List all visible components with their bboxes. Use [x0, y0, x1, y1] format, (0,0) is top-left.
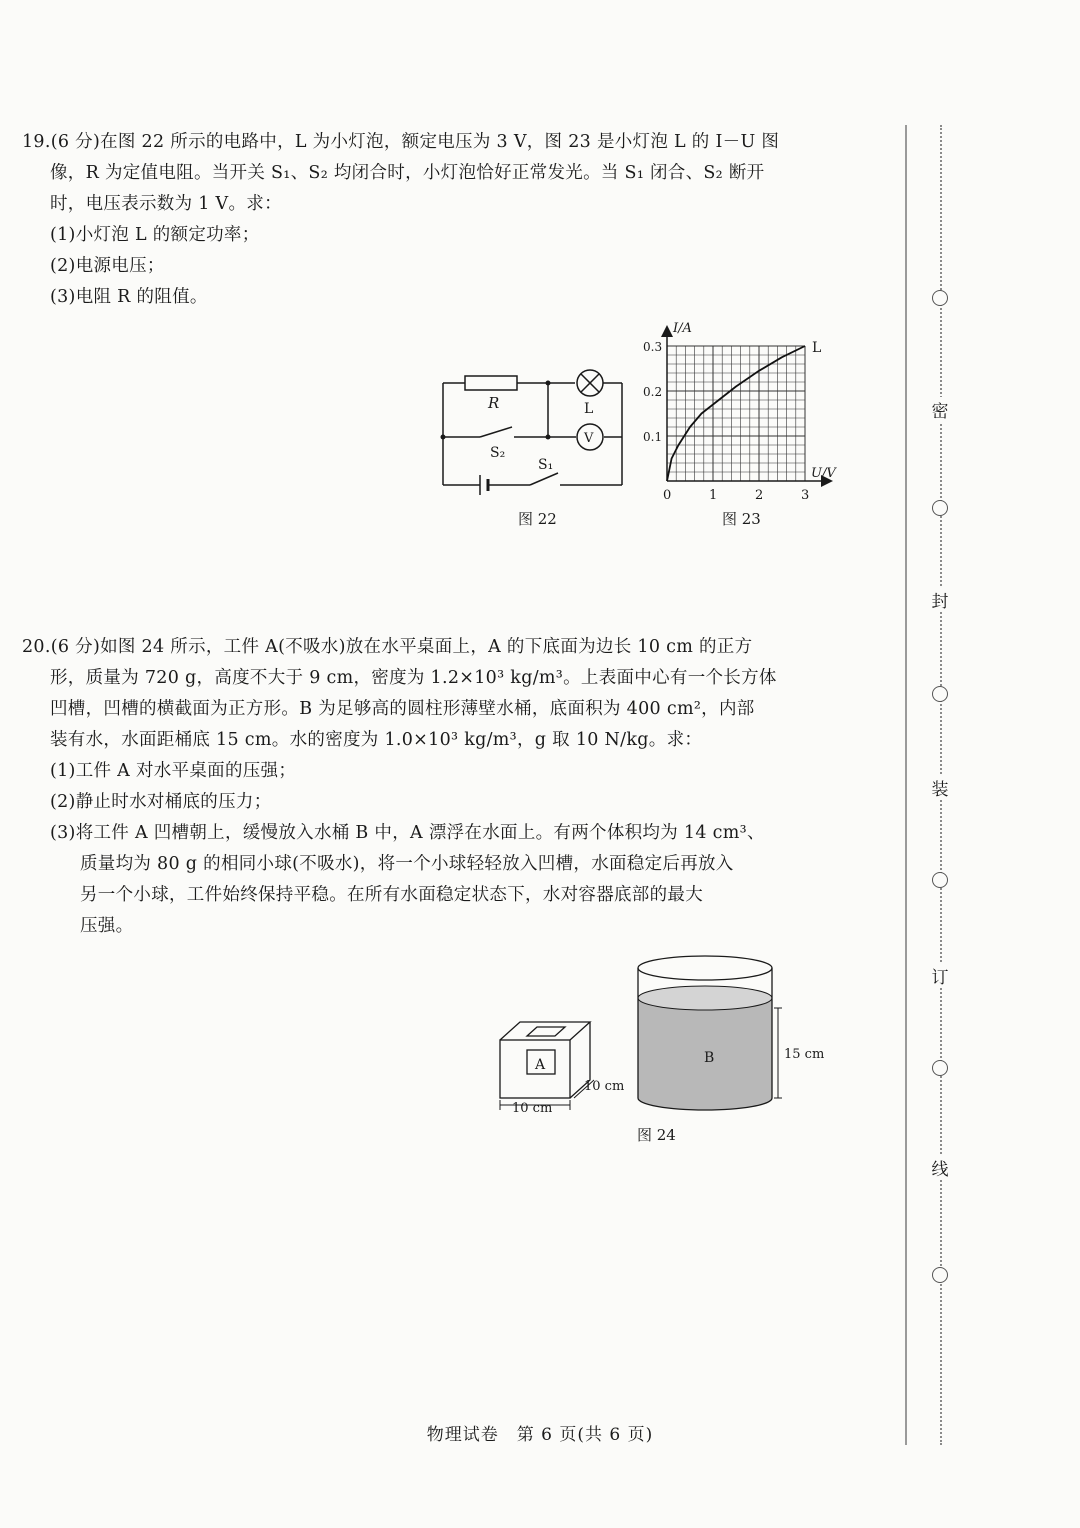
label-b: B	[704, 1050, 715, 1066]
lamp-label: L	[584, 401, 594, 417]
binding-char: 封	[928, 587, 952, 612]
binding-hole	[932, 1060, 948, 1076]
dim-height: 15 cm	[784, 1047, 825, 1062]
y-axis-label: I/A	[673, 321, 692, 336]
resistor-label: R	[488, 394, 500, 412]
dim-width: 10 cm	[512, 1101, 553, 1116]
dim-depth: 10 cm	[584, 1079, 625, 1094]
q20-sub3-cont: 质量均为 80 g 的相同小球(不吸水)，将一个小球轻轻放入凹槽，水面稳定后再放入	[80, 854, 734, 874]
binding-hole	[932, 686, 948, 702]
binding-hole	[932, 872, 948, 888]
binding-hole	[932, 500, 948, 516]
q20-line: 装有水，水面距桶底 15 cm。水的密度为 1.0×10³ kg/m³，g 取 10 N/kg。求：	[50, 730, 703, 750]
circuit-diagram	[430, 365, 640, 495]
question-20	[22, 632, 852, 942]
binding-margin	[926, 125, 956, 1445]
q19-line: 像，R 为定值电阻。当开关 S₁、S₂ 均闭合时，小灯泡恰好正常发光。当 S₁ 闭合、S₂ 断开	[50, 163, 765, 183]
q20-sub2: (2)静止时水对桶底的压力；	[50, 792, 272, 812]
switch-s1-label: S₁	[538, 457, 554, 473]
q20-line: 形，质量为 720 g，高度不大于 9 cm，密度为 1.2×10³ kg/m³。上表面中心有一个长方体	[50, 668, 777, 688]
binding-char: 装	[928, 775, 952, 800]
fig24-caption: 图 24	[637, 1126, 676, 1144]
question-19	[22, 127, 852, 313]
q20-sub1: (1)工件 A 对水平桌面的压强；	[50, 761, 297, 781]
binding-hole	[932, 290, 948, 306]
q19-line: 19.(6 分)在图 22 所示的电路中，L 为小灯泡，额定电压为 3 V，图 23 是小灯泡 L 的 I－U 图	[22, 132, 780, 152]
q19-sub1: (1)小灯泡 L 的额定功率；	[50, 225, 260, 245]
bucket-b	[638, 956, 772, 1110]
y-tick-label: 0.1	[643, 430, 663, 444]
series-line-L	[667, 346, 805, 481]
q20-sub3-cont: 另一个小球，工件始终保持平稳。在所有水面稳定状态下，水对容器底部的最大	[80, 885, 703, 905]
margin-line	[905, 125, 907, 1445]
fig22-caption: 图 22	[518, 510, 557, 528]
fig23-caption: 图 23	[722, 510, 761, 528]
binding-char: 密	[928, 397, 952, 422]
page-footer: 物理试卷 第 6 页(共 6 页)	[426, 1425, 654, 1445]
voltmeter-label: V	[584, 431, 594, 446]
x-axis-label: U/V	[811, 466, 836, 481]
q19-sub3: (3)电阻 R 的阻值。	[50, 287, 208, 307]
x-tick-label: 0	[663, 488, 672, 503]
binding-char: 线	[928, 1155, 952, 1180]
label-a: A	[535, 1057, 546, 1073]
resistor-symbol	[465, 376, 517, 390]
y-tick-label: 0.3	[643, 340, 663, 354]
iu-chart	[640, 318, 845, 508]
q20-line: 凹槽，凹槽的横截面为正方形。B 为足够高的圆柱形薄壁水桶，底面积为 400 cm²，内部	[50, 699, 755, 719]
fig24-diagram	[490, 950, 840, 1120]
binding-hole	[932, 1267, 948, 1283]
x-tick-label: 1	[709, 488, 718, 503]
x-tick-label: 2	[755, 488, 764, 503]
q20-sub3-cont: 压强。	[80, 916, 134, 936]
x-tick-label: 3	[801, 488, 810, 503]
binding-char: 订	[928, 963, 952, 988]
q19-sub2: (2)电源电压；	[50, 256, 165, 276]
q19-line: 时，电压表示数为 1 V。求：	[50, 194, 282, 214]
q20-sub3: (3)将工件 A 凹槽朝上，缓慢放入水桶 B 中，A 漂浮在水面上。有两个体积均为 14 cm³、	[50, 823, 765, 843]
switch-s2-label: S₂	[490, 445, 506, 461]
curve-label: L	[812, 340, 822, 356]
y-tick-label: 0.2	[643, 385, 663, 399]
q20-line: 20.(6 分)如图 24 所示，工件 A(不吸水)放在水平桌面上，A 的下底面为边长 10 cm 的正方	[22, 637, 753, 657]
